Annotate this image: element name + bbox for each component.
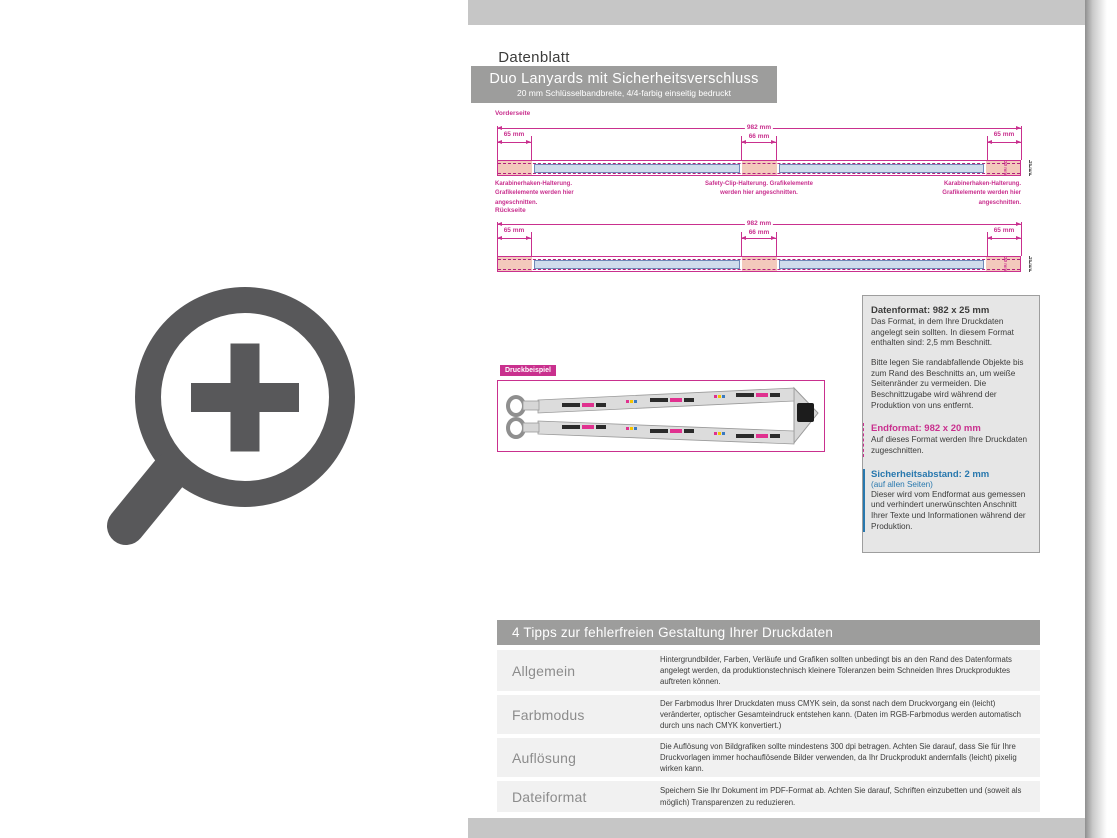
tip-row-dateiformat [497,781,1040,812]
band-height-label: 20 mm [1003,161,1008,176]
safety-margin-section [863,469,1031,533]
lanyard-illustration [498,381,824,451]
tip-text: Der Farbmodus Ihrer Druckdaten muss CMYK sein, da sonst nach dem Druckvorgang ein (leicht) veränderter, optischer Gesamteindruck entstehen kann. (Daten im RGB-Farbmodus werden automatisch durch uns nach CMYK konvertiert.) [660,698,1021,731]
end-format-title: Endformat: 982 x 20 mm [871,423,981,435]
front-side-label: Vorderseite [495,110,531,117]
carabiner-hook-icon [508,397,539,415]
tip-label: Dateiformat [512,788,587,805]
caption-left: Karabinerhaken-Halterung. Grafikelemente werden hier angeschnitten. [495,181,574,206]
safe-print-area [534,164,740,173]
tip-label: Farbmodus [512,706,585,723]
dim-right-label: 65 mm [993,131,1015,138]
tip-row-farbmodus [497,695,1040,734]
product-title: Duo Lanyards mit Sicherheitsverschluss [489,71,759,87]
tip-text: Die Auflösung von Bildgrafiken sollte mindestens 300 dpi betragen. Achten Sie darauf, dass Sie für Ihre Druckvorlagen immer hochauflösende Bilder verwenden, da Ihr Druckprodukt andernfalls (leicht) pixelig wirken kann. [660,741,1017,774]
dim-middle-label: 66 mm [748,133,770,140]
lanyard-band-back [497,256,1021,272]
tip-text: Hintergrundbilder, Farben, Verläufe und Grafiken sollten unbedingt bis an den Rand des Datenformats angelegt werden, da produktionstechnisch kleinere Toleranzen beim Schneiden Ihres Druckproduktes auftreten können. [660,654,1012,687]
safety-margin-subtitle: (auf allen Seiten) [871,479,933,489]
product-title-bar [471,66,777,103]
tip-label: Allgemein [512,662,576,679]
format-info-box [862,295,1040,553]
back-side-label: Rückseite [495,207,526,214]
lanyard-band-front [497,160,1021,176]
safety-clip [797,403,814,422]
band-height-label: 25 mm [1028,257,1033,272]
dim-total-label: 982 mm [746,220,772,227]
data-format-text: Das Format, in dem Ihre Druckdaten angelegt sein sollten. In diesem Format enthalten sind: 2,5 mm Beschnitt. [871,317,1014,348]
page-title: Datenblatt [477,47,591,68]
page-bottom-strip [468,818,1085,838]
end-format-text: Auf dieses Format werden Ihre Druckdaten zugeschnitten. [871,435,1028,455]
band-height-label: 25 mm [1028,161,1033,176]
tip-row-allgemein [497,650,1040,691]
document-page [468,0,1085,838]
end-format-section [863,423,1031,456]
data-format-text: Bitte legen Sie randabfallende Objekte bis zum Rand des Beschnitts an, um weiße Seitenränder zu vermeiden. Die Beschnittzugabe wird während der Produktion von uns entfernt. [871,357,1024,410]
page-edge-shadow [1085,0,1107,838]
print-example-box [497,380,825,452]
carabiner-hook-icon [508,419,539,437]
print-example-label: Druckbeispiel [500,365,556,376]
safety-margin-title: Sicherheitsabstand: 2 mm [871,468,990,480]
zoom-in-icon[interactable] [95,285,365,555]
dim-left-label: 65 mm [503,131,525,138]
tip-label: Auflösung [512,749,577,766]
data-format-title: Datenformat: 982 x 25 mm [871,305,990,316]
product-subtitle: 20 mm Schlüsselbandbreite, 4/4-farbig einseitig bedruckt [516,88,732,98]
tip-text: Speichern Sie Ihr Dokument im PDF-Format ab. Achten Sie darauf, Schriften einzubetten und (soweit als möglich) Transparenzen zu reduzieren. [660,786,1022,807]
page-top-strip [468,0,1085,25]
dim-total-label: 982 mm [746,124,772,131]
caption-middle: Safety-Clip-Halterung. Grafikelemente werden hier angeschnitten. [704,181,814,197]
dim-left-label: 65 mm [503,227,525,234]
safety-margin-text: Dieser wird vom Endformat aus gemessen und verhindert unerwünschten Anschnitt Ihrer Texte und Informationen während der Produktion. [871,489,1026,531]
band-height-label: 20 mm [1003,257,1008,272]
tips-header: 4 Tipps zur fehlerfreien Gestaltung Ihrer Druckdaten [497,620,1040,645]
dim-middle-label: 66 mm [748,229,770,236]
tip-row-aufloesung [497,738,1040,777]
dim-right-label: 65 mm [993,227,1015,234]
caption-right: Karabinerhaken-Halterung. Grafikelemente werden hier angeschnitten. [942,181,1021,206]
safe-print-area [779,164,984,173]
